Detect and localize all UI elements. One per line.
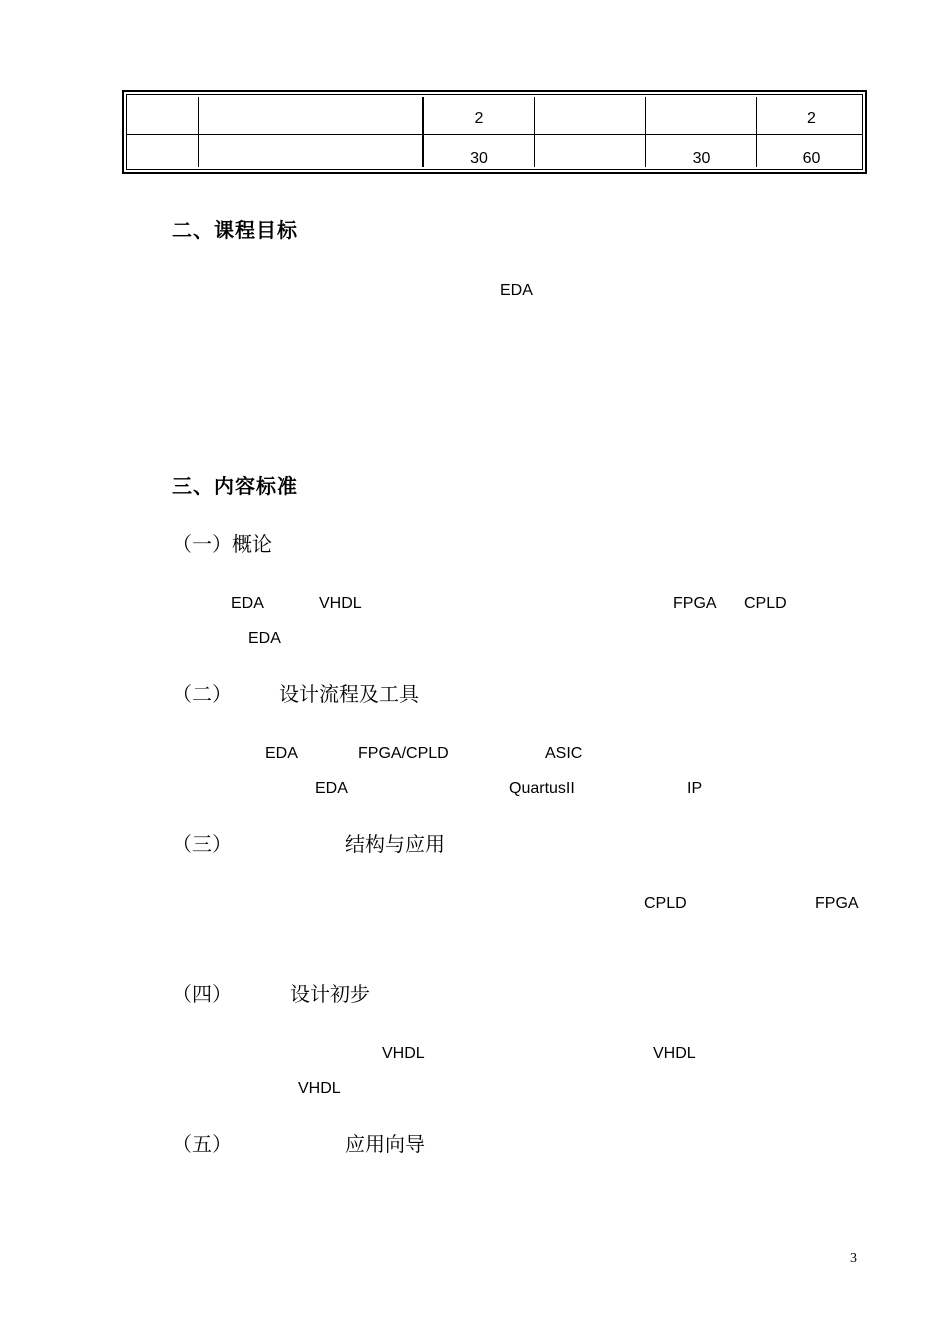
table-row (127, 95, 862, 135)
hours-table-inner (126, 94, 863, 170)
table-cell: 2 (474, 109, 484, 127)
table-cell: 30 (692, 149, 711, 167)
page-number: 3 (850, 1251, 857, 1266)
term-text: CPLD (644, 895, 687, 912)
subsection-title: 设计流程及工具 (279, 682, 419, 706)
table-divider (198, 97, 199, 167)
table-cell: 2 (807, 109, 816, 127)
table-cell (127, 95, 199, 134)
table-divider (645, 97, 646, 167)
section-heading-content: 三、内容标准 (172, 474, 298, 498)
table-cell (535, 95, 646, 134)
term-text: FPGA/CPLD (358, 745, 449, 762)
table-cell (646, 95, 757, 134)
table-cell (199, 135, 423, 174)
term-text: FPGA (815, 895, 859, 912)
table-cell (535, 135, 646, 174)
subsection-heading-2 (172, 678, 419, 707)
section-heading-goals: 二、课程目标 (172, 218, 298, 242)
term-text: EDA (265, 745, 298, 762)
subsection-number: （二） (172, 682, 232, 706)
table-cell (199, 95, 423, 134)
term-text: EDA (231, 595, 264, 612)
subsection-heading-1 (172, 528, 272, 557)
table-row (127, 135, 862, 174)
term-text: EDA (500, 282, 533, 299)
table-cell: 60 (802, 149, 821, 167)
subsection-number: （四） (172, 982, 232, 1006)
table-divider (422, 97, 424, 167)
term-text: EDA (315, 780, 348, 797)
subsection-number: （五） (172, 1132, 232, 1156)
subsection-number: （三） (172, 832, 232, 856)
term-text: ASIC (545, 745, 583, 762)
subsection-heading-5 (172, 1128, 425, 1157)
term-text: VHDL (298, 1080, 341, 1097)
table-cell (127, 135, 199, 174)
subsection-title: 概论 (232, 532, 272, 556)
term-text: VHDL (319, 595, 362, 612)
term-text: FPGA (673, 595, 717, 612)
term-text: QuartusII (509, 780, 575, 797)
term-text: EDA (248, 630, 281, 647)
hours-table (122, 90, 867, 174)
term-text: VHDL (653, 1045, 696, 1062)
subsection-heading-3 (172, 828, 445, 857)
subsection-number: （一） (172, 532, 232, 556)
term-text: IP (687, 780, 703, 797)
term-text: CPLD (744, 595, 787, 612)
term-text: VHDL (382, 1045, 425, 1062)
subsection-title: 结构与应用 (345, 832, 445, 856)
subsection-title: 应用向导 (345, 1132, 425, 1156)
table-divider (756, 97, 757, 167)
subsection-title: 设计初步 (290, 982, 370, 1006)
subsection-heading-4 (172, 978, 370, 1007)
table-cell: 30 (470, 149, 488, 167)
table-divider (534, 97, 535, 167)
